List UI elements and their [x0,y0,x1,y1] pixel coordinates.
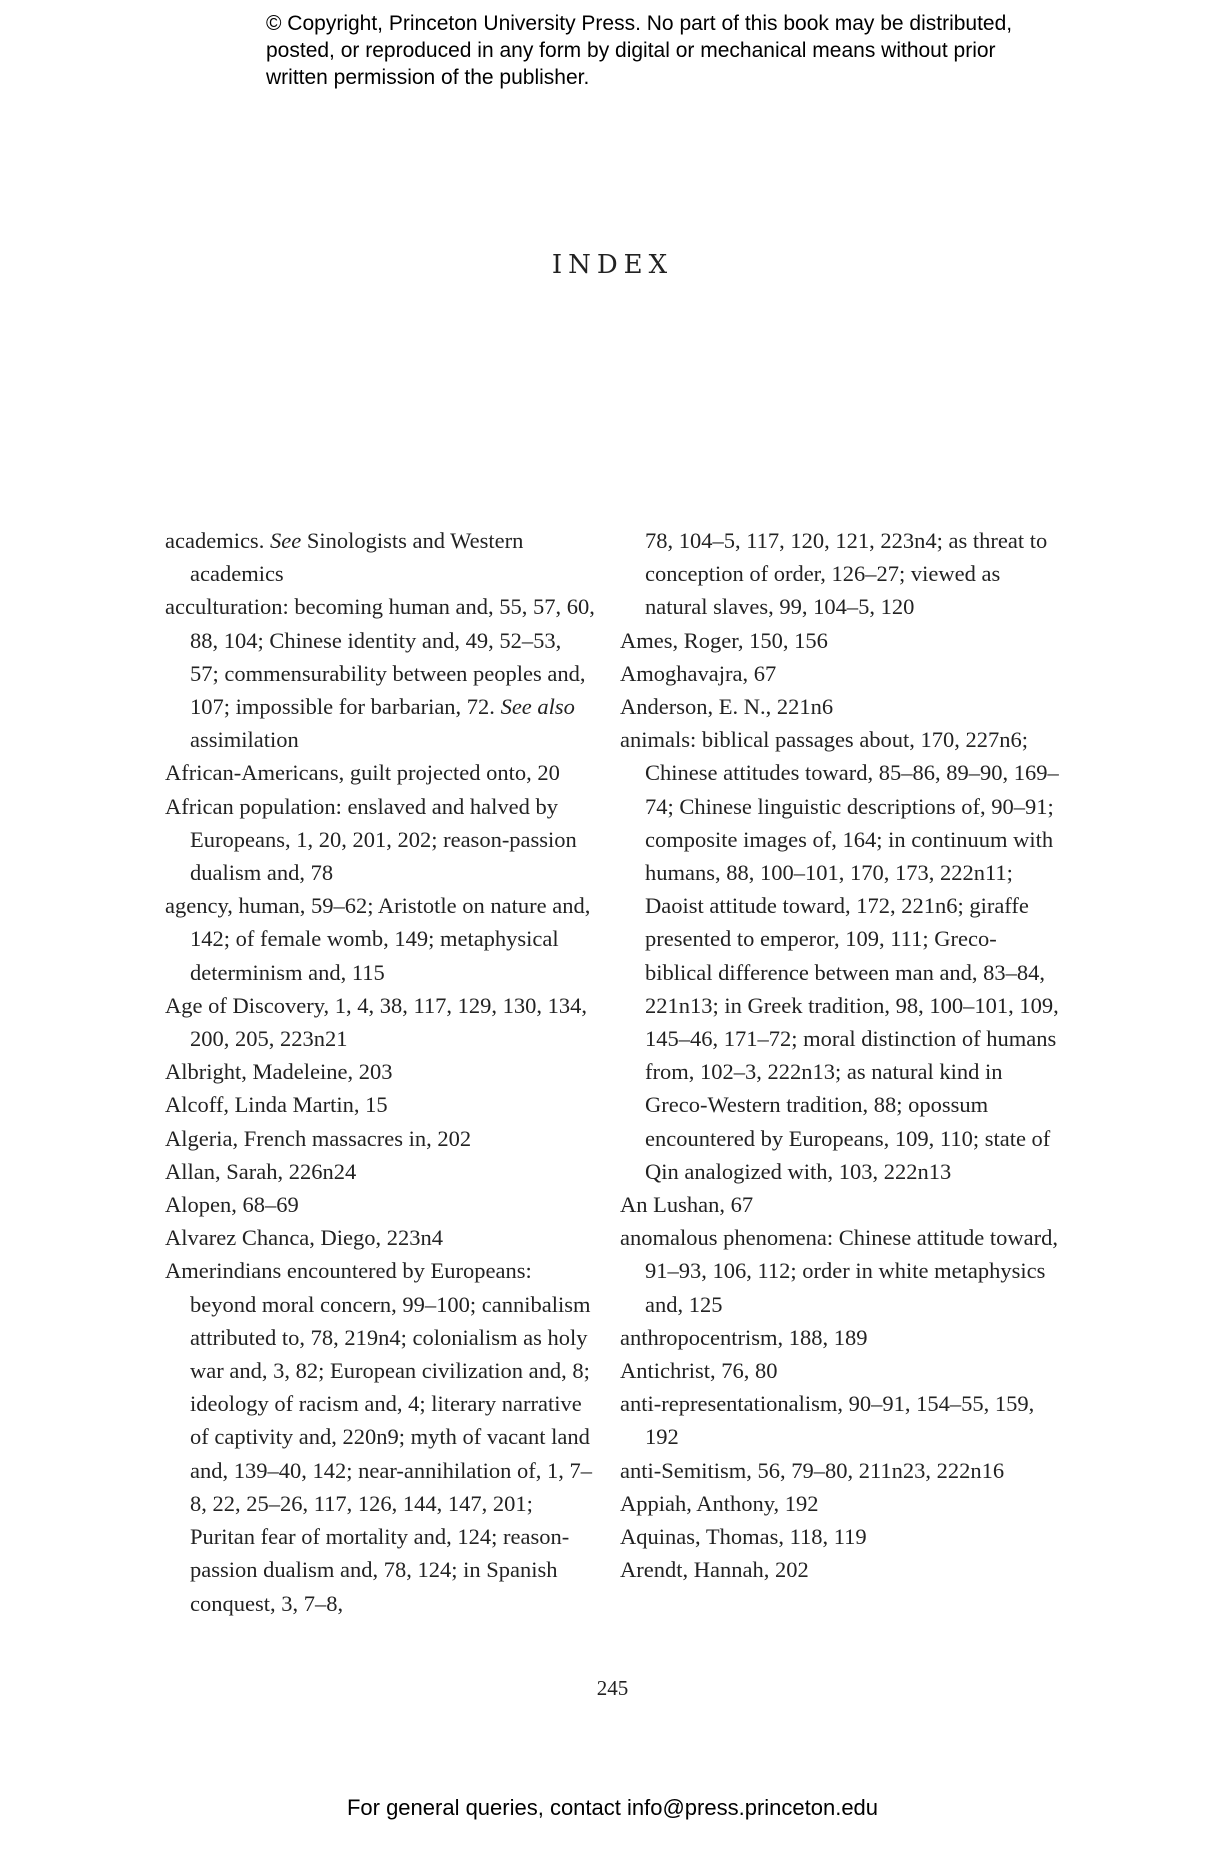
index-entry: African-Americans, guilt projected onto, 20 [165,760,560,786]
index-entry-continuation: 78, 104–5, 117, 120, 121, 223n4; as threat to conception of order, 126–27; viewed as natural slaves, 99, 104–5, 120 [645,528,1048,620]
index-entry: Algeria, French massacres in, 202 [165,1125,472,1151]
footer-contact: For general queries, contact info@press.princeton.edu [346,1795,879,1820]
page-number: 245 [596,1676,629,1700]
index-entry: anti-Semitism, 56, 79–80, 211n23, 222n16 [620,1457,1005,1483]
index-entry: Ames, Roger, 150, 156 [620,627,828,653]
entry-text: assimilation [190,727,299,753]
index-entry [165,524,595,590]
index-entry: agency, human, 59–62; Aristotle on nature and, 142; of female womb, 149; metaphysical determinism and, 115 [165,893,591,985]
index-title: INDEX [551,250,674,280]
index-entry: Appiah, Anthony, 192 [620,1490,819,1516]
entry-text: acculturation: becoming human and, 55, 57, 60, 88, 104; Chinese identity and, 49, 52–53, 57; commensurability between peoples and, 107; impossible for barbarian, 72. [165,594,595,720]
index-entry: Alopen, 68–69 [165,1192,299,1218]
index-entry: Amerindians encountered by Europeans: beyond moral concern, 99–100; cannibalism attributed to, 78, 219n4; colonialism as holy war and, 3, 82; European civilization and, 8; ideology of racism and, 4; literary narrative of captivity and, 220n9; myth of vacant land and, 139–40, 142; near-annihilation of, 1, 7–8, 22, 25–26, 117, 126, 144, 147, 201; Puritan fear of mortality and, 124; reason-passion dualism and, 78, 124; in Spanish conquest, 3, 7–8, [165,1258,592,1616]
index-entry [165,590,595,756]
index-entry: Age of Discovery, 1, 4, 38, 117, 129, 130, 134, 200, 205, 223n21 [165,992,588,1052]
index-entry: Anderson, E. N., 221n6 [620,694,834,720]
index-entry: Albright, Madeleine, 203 [165,1059,393,1085]
index-entry: Arendt, Hannah, 202 [620,1557,809,1583]
index-entry: Aquinas, Thomas, 118, 119 [620,1524,867,1550]
index-column-left [165,524,595,1620]
index-entry: Alvarez Chanca, Diego, 223n4 [165,1225,444,1251]
index-entry: Alcoff, Linda Martin, 15 [165,1092,388,1118]
index-column-right [620,524,1060,1587]
index-entry: anthropocentrism, 188, 189 [620,1324,868,1350]
index-entry: Allan, Sarah, 226n24 [165,1158,357,1184]
copyright-notice: © Copyright, Princeton University Press. No part of this book may be distributed, posted, or reproduced in any form by digital or mechanical means without prior written permission of the publisher. [266,12,1013,89]
see-reference: See [269,528,302,553]
see-also-reference: See also [500,694,575,720]
index-entry: African population: enslaved and halved by Europeans, 1, 20, 201, 202; reason-passion dualism and, 78 [165,793,577,886]
entry-text: academics. [165,528,265,553]
entry-text: Sinologists and Western academics [190,528,524,587]
index-entry: anti-representationalism, 90–91, 154–55, 159, 192 [620,1391,1035,1450]
index-entry: anomalous phenomena: Chinese attitude toward, 91–93, 106, 112; order in white metaphysics and, 125 [620,1225,1059,1317]
index-entry: Amoghavajra, 67 [620,660,777,686]
index-entry: An Lushan, 67 [620,1192,754,1218]
index-entry: Antichrist, 76, 80 [620,1358,778,1384]
index-entry: animals: biblical passages about, 170, 227n6; Chinese attitudes toward, 85–86, 89–90, 169–74; Chinese linguistic descriptions of, 90–91; composite images of, 164; in continuum with humans, 88, 100–101, 170, 173, 222n11; Daoist attitude toward, 172, 221n6; giraffe presented to emperor, 109, 111; Greco-biblical difference between man and, 83–84, 221n13; in Greek tradition, 98, 100–101, 109, 145–46, 171–72; moral distinction of humans from, 102–3, 222n13; as natural kind in Greco-Western tradition, 88; opossum encountered by Europeans, 109, 110; state of Qin analogized with, 103, 222n13 [620,727,1059,1184]
